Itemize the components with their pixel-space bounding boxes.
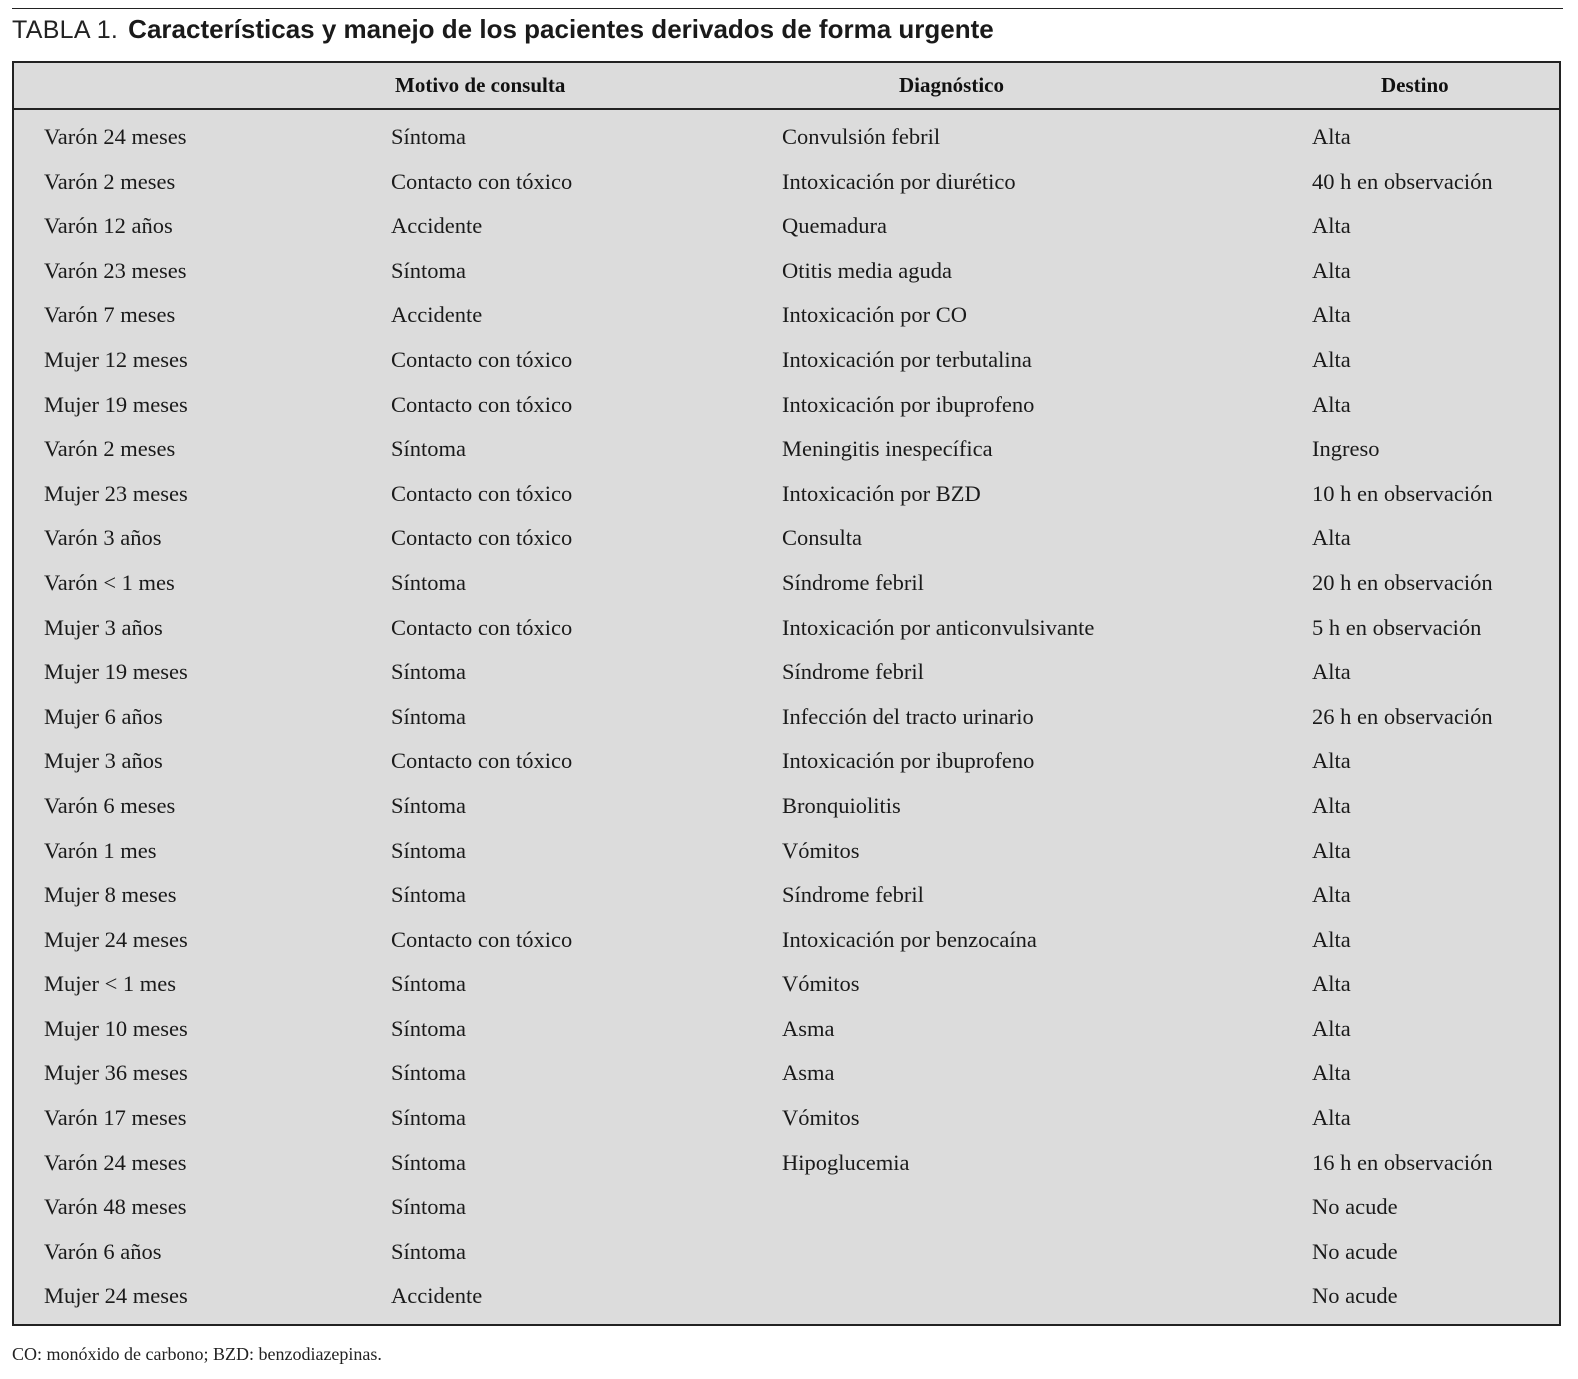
diagnostico-cell: Intoxicación por diurético	[782, 168, 1016, 194]
patient-cell: Varón 24 meses	[44, 1149, 187, 1175]
patient-cell: Varón 3 años	[44, 525, 162, 551]
table-row	[14, 1054, 1559, 1099]
patient-cell: Varón 2 meses	[44, 436, 176, 462]
destino-cell: Alta	[1312, 882, 1351, 908]
table-row	[14, 921, 1559, 966]
motivo-cell: Accidente	[391, 1283, 483, 1309]
diagnostico-cell: Síndrome febril	[782, 659, 924, 685]
motivo-cell: Síntoma	[391, 1105, 467, 1131]
destino-cell: Alta	[1312, 659, 1351, 685]
destino-cell: Alta	[1312, 792, 1351, 818]
header-motivo: Motivo de consulta	[395, 73, 566, 97]
destino-cell: Alta	[1312, 748, 1351, 774]
patient-cell: Varón 12 años	[44, 213, 173, 239]
destino-cell: Alta	[1312, 971, 1351, 997]
motivo-cell: Síntoma	[391, 659, 467, 685]
patient-cell: Varón 7 meses	[44, 302, 176, 328]
diagnostico-cell: Vómitos	[782, 971, 860, 997]
diagnostico-cell: Infección del tracto urinario	[782, 703, 1034, 729]
table-body	[14, 118, 1559, 1322]
table-row	[14, 118, 1559, 163]
patient-cell: Mujer 19 meses	[44, 391, 188, 417]
patient-cell: Varón 6 meses	[44, 792, 176, 818]
patient-cell: Mujer 24 meses	[44, 1283, 188, 1309]
motivo-cell: Síntoma	[391, 792, 467, 818]
patients-table	[12, 61, 1561, 1326]
table-header-row	[14, 63, 1559, 110]
destino-cell: Ingreso	[1312, 436, 1380, 462]
diagnostico-cell: Meningitis inespecífica	[782, 436, 993, 462]
diagnostico-cell: Consulta	[782, 525, 863, 551]
motivo-cell: Contacto con tóxico	[391, 926, 573, 952]
destino-cell: Alta	[1312, 1015, 1351, 1041]
table-row	[14, 609, 1559, 654]
table-footnote: CO: monóxido de carbono; BZD: benzodiazepinas.	[12, 1344, 382, 1364]
table-row	[14, 252, 1559, 297]
destino-cell: 26 h en observación	[1312, 703, 1493, 729]
table-row	[14, 787, 1559, 832]
table-row	[14, 163, 1559, 208]
destino-cell: Alta	[1312, 837, 1351, 863]
motivo-cell: Síntoma	[391, 1015, 467, 1041]
diagnostico-cell: Intoxicación por CO	[782, 302, 967, 328]
table-row	[14, 653, 1559, 698]
diagnostico-cell: Quemadura	[782, 213, 887, 239]
patient-cell: Mujer 19 meses	[44, 659, 188, 685]
table-row	[14, 475, 1559, 520]
patient-cell: Mujer 24 meses	[44, 926, 188, 952]
destino-cell: Alta	[1312, 124, 1351, 149]
patient-cell: Mujer 36 meses	[44, 1060, 188, 1086]
table-caption	[12, 14, 1563, 52]
table-row	[14, 876, 1559, 921]
motivo-cell: Síntoma	[391, 703, 467, 729]
table-row	[14, 1144, 1559, 1189]
patient-cell: Mujer 3 años	[44, 748, 163, 774]
motivo-cell: Síntoma	[391, 971, 467, 997]
destino-cell: 16 h en observación	[1312, 1149, 1493, 1175]
table-row	[14, 698, 1559, 743]
patient-cell: Mujer 23 meses	[44, 480, 188, 506]
patient-cell: Mujer 12 meses	[44, 346, 188, 372]
motivo-cell: Síntoma	[391, 569, 467, 595]
diagnostico-cell: Intoxicación por benzocaína	[782, 926, 1037, 952]
destino-cell: Alta	[1312, 926, 1351, 952]
diagnostico-cell: Intoxicación por ibuprofeno	[782, 391, 1035, 417]
patient-cell: Mujer 10 meses	[44, 1015, 188, 1041]
table-row	[14, 519, 1559, 564]
destino-cell: Alta	[1312, 525, 1351, 551]
motivo-cell: Contacto con tóxico	[391, 391, 573, 417]
destino-cell: 40 h en observación	[1312, 168, 1493, 194]
diagnostico-cell: Intoxicación por terbutalina	[782, 346, 1032, 372]
table-row	[14, 341, 1559, 386]
destino-cell: Alta	[1312, 346, 1351, 372]
motivo-cell: Síntoma	[391, 837, 467, 863]
diagnostico-cell: Hipoglucemia	[782, 1149, 910, 1175]
diagnostico-cell: Síndrome febril	[782, 882, 924, 908]
motivo-cell: Contacto con tóxico	[391, 614, 573, 640]
table-row	[14, 832, 1559, 877]
top-rule	[12, 8, 1563, 9]
table-row	[14, 1188, 1559, 1233]
table-label: TABLA 1.	[12, 16, 119, 44]
diagnostico-cell: Intoxicación por BZD	[782, 480, 981, 506]
motivo-cell: Contacto con tóxico	[391, 168, 573, 194]
table-row	[14, 1233, 1559, 1278]
motivo-cell: Síntoma	[391, 882, 467, 908]
table-title: Características y manejo de los pacientes derivados de forma urgente	[128, 14, 994, 44]
motivo-cell: Síntoma	[391, 257, 467, 283]
diagnostico-cell: Asma	[782, 1015, 835, 1041]
diagnostico-cell: Otitis media aguda	[782, 257, 952, 283]
motivo-cell: Síntoma	[391, 1060, 467, 1086]
motivo-cell: Síntoma	[391, 436, 467, 462]
destino-cell: 10 h en observación	[1312, 480, 1493, 506]
destino-cell: No acude	[1312, 1283, 1398, 1309]
header-destino: Destino	[1381, 73, 1449, 97]
patient-cell: Varón 2 meses	[44, 168, 176, 194]
table-row	[14, 742, 1559, 787]
destino-cell: No acude	[1312, 1238, 1398, 1264]
patient-cell: Varón 48 meses	[44, 1194, 187, 1220]
header-diagnostico: Diagnóstico	[899, 73, 1004, 97]
destino-cell: Alta	[1312, 1060, 1351, 1086]
destino-cell: No acude	[1312, 1194, 1398, 1220]
table-row	[14, 430, 1559, 475]
patient-cell: Varón < 1 mes	[44, 569, 175, 595]
table-row	[14, 296, 1559, 341]
table-row	[14, 1277, 1559, 1322]
diagnostico-cell: Vómitos	[782, 837, 860, 863]
diagnostico-cell: Intoxicación por ibuprofeno	[782, 748, 1035, 774]
diagnostico-cell: Intoxicación por anticonvulsivante	[782, 614, 1095, 640]
patient-cell: Varón 6 años	[44, 1238, 162, 1264]
patient-cell: Varón 1 mes	[44, 837, 157, 863]
motivo-cell: Accidente	[391, 302, 483, 328]
patient-cell: Varón 17 meses	[44, 1105, 187, 1131]
motivo-cell: Síntoma	[391, 1194, 467, 1220]
diagnostico-cell: Vómitos	[782, 1105, 860, 1131]
diagnostico-cell: Convulsión febril	[782, 124, 941, 149]
table-row	[14, 564, 1559, 609]
patient-cell: Varón 24 meses	[44, 124, 187, 149]
destino-cell: Alta	[1312, 257, 1351, 283]
destino-cell: Alta	[1312, 213, 1351, 239]
motivo-cell: Contacto con tóxico	[391, 346, 573, 372]
motivo-cell: Síntoma	[391, 124, 467, 149]
patient-cell: Varón 23 meses	[44, 257, 187, 283]
motivo-cell: Contacto con tóxico	[391, 748, 573, 774]
motivo-cell: Síntoma	[391, 1149, 467, 1175]
motivo-cell: Síntoma	[391, 1238, 467, 1264]
patient-cell: Mujer < 1 mes	[44, 971, 177, 997]
motivo-cell: Accidente	[391, 213, 483, 239]
patient-cell: Mujer 8 meses	[44, 882, 177, 908]
destino-cell: 20 h en observación	[1312, 569, 1493, 595]
destino-cell: 5 h en observación	[1312, 614, 1482, 640]
motivo-cell: Contacto con tóxico	[391, 480, 573, 506]
table-row	[14, 207, 1559, 252]
destino-cell: Alta	[1312, 302, 1351, 328]
table-row	[14, 1099, 1559, 1144]
diagnostico-cell: Bronquiolitis	[782, 792, 901, 818]
motivo-cell: Contacto con tóxico	[391, 525, 573, 551]
destino-cell: Alta	[1312, 1105, 1351, 1131]
destino-cell: Alta	[1312, 391, 1351, 417]
table-row	[14, 965, 1559, 1010]
diagnostico-cell: Asma	[782, 1060, 835, 1086]
table-row	[14, 386, 1559, 431]
diagnostico-cell: Síndrome febril	[782, 569, 924, 595]
patient-cell: Mujer 6 años	[44, 703, 163, 729]
patient-cell: Mujer 3 años	[44, 614, 163, 640]
table-row	[14, 1010, 1559, 1055]
